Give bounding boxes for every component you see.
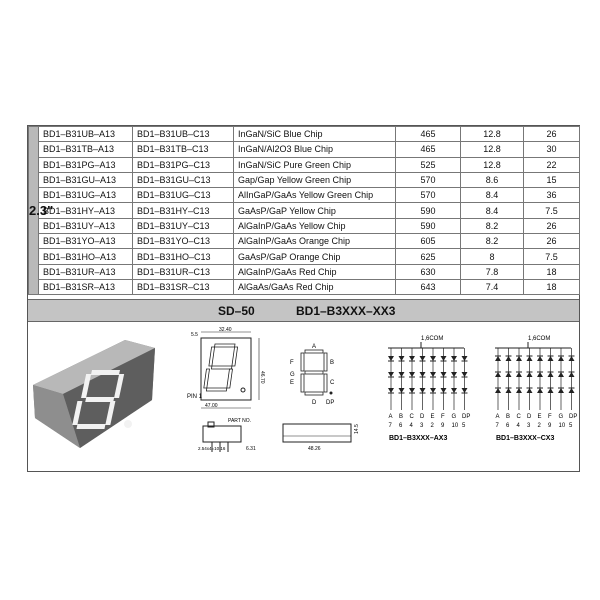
value1-cell: 12.8: [461, 157, 524, 172]
anode-part-cell: BD1–B31TB–A13: [39, 142, 133, 157]
value1-cell: 8.4: [461, 188, 524, 203]
diode-icon: [569, 356, 575, 361]
pin-number: 2: [537, 423, 541, 429]
pin-number: 7: [388, 423, 392, 429]
series-code: BD1–B3XXX–XX3: [296, 304, 396, 318]
diode-icon: [537, 388, 543, 393]
anode-part-cell: BD1–B31UG–A13: [39, 188, 133, 203]
diode-icon: [506, 372, 512, 377]
common-anode-circuit: [383, 332, 473, 442]
dim-left-top: 5.5: [191, 332, 198, 338]
cathode-part-cell: BD1–B31UB–C13: [133, 127, 234, 142]
cathode-part-cell: BD1–B31PG–C13: [133, 157, 234, 172]
pin-number: 6: [506, 423, 510, 429]
anode-part-cell: BD1–B31HO–A13: [39, 249, 133, 264]
seg-f-label: F: [290, 360, 294, 366]
dim-top: 32.40: [219, 327, 232, 333]
wavelength-cell: 630: [396, 264, 461, 279]
diode-icon: [537, 372, 543, 377]
diode-icon: [462, 356, 468, 361]
chip-cell: GaAsP/GaP Yellow Chip: [234, 203, 396, 218]
diode-icon: [495, 388, 501, 393]
wavelength-cell: 625: [396, 249, 461, 264]
wavelength-cell: 465: [396, 127, 461, 142]
chip-cell: AlGaInP/GaAs Red Chip: [234, 264, 396, 279]
diode-icon: [451, 388, 457, 393]
dim-width2: 48.26: [308, 446, 321, 452]
seg-dp-label: DP: [326, 400, 335, 406]
dim-right: 46.70: [259, 371, 265, 384]
value2-cell: 26: [524, 127, 580, 142]
segment-letter: G: [558, 414, 564, 420]
diode-icon: [516, 372, 522, 377]
diode-icon: [399, 372, 405, 377]
wavelength-cell: 465: [396, 142, 461, 157]
anode-part-cell: BD1–B31UY–A13: [39, 218, 133, 233]
segment-letter: A: [388, 414, 393, 420]
segment-letter: A: [495, 414, 500, 420]
anode-part-cell: BD1–B31HY–A13: [39, 203, 133, 218]
diode-icon: [495, 372, 501, 377]
value1-cell: 8.2: [461, 218, 524, 233]
diode-icon: [462, 372, 468, 377]
anode-part-cell: BD1–B31PG–A13: [39, 157, 133, 172]
value2-cell: 18: [524, 264, 580, 279]
table-row: [29, 203, 580, 218]
diode-icon: [506, 388, 512, 393]
diode-icon: [548, 372, 554, 377]
table-row: [29, 188, 580, 203]
anode-model-label: BD1–B3XXX–AX3: [389, 435, 448, 442]
table-row: [29, 218, 580, 233]
chip-cell: AlGaAs/GaAs Red Chip: [234, 279, 396, 294]
diode-icon: [548, 356, 554, 361]
wavelength-cell: 590: [396, 203, 461, 218]
dim-pin-len: 6.31: [246, 446, 256, 452]
cathode-part-cell: BD1–B31HY–C13: [133, 203, 234, 218]
chip-cell: AlInGaP/GaAs Yellow Green Chip: [234, 188, 396, 203]
table-row: [29, 127, 580, 142]
diode-icon: [527, 356, 533, 361]
anode-com-label: 1,6COM: [421, 336, 444, 342]
diode-icon: [462, 388, 468, 393]
side-dimension-drawing: [198, 414, 378, 454]
anode-part-cell: BD1–B31UB–A13: [39, 127, 133, 142]
diode-icon: [451, 356, 457, 361]
diode-icon: [399, 388, 405, 393]
pin-number: 3: [420, 423, 424, 429]
seg-b-label: B: [330, 360, 335, 366]
wavelength-cell: 605: [396, 234, 461, 249]
seg-a-label: A: [312, 344, 317, 350]
value2-cell: 30: [524, 142, 580, 157]
diode-icon: [558, 388, 564, 393]
cathode-com-label: 1,6COM: [528, 336, 551, 342]
wavelength-cell: 643: [396, 279, 461, 294]
diode-icon: [569, 372, 575, 377]
cathode-model-label: BD1–B3XXX–CX3: [496, 435, 555, 442]
chip-cell: GaAsP/GaP Orange Chip: [234, 249, 396, 264]
diode-icon: [430, 356, 436, 361]
diode-icon: [527, 372, 533, 377]
diode-icon: [430, 388, 436, 393]
segment-letter: B: [506, 414, 511, 420]
pin-number: 5: [462, 423, 466, 429]
segment-letter: G: [451, 414, 457, 420]
value2-cell: 22: [524, 157, 580, 172]
diode-icon: [558, 372, 564, 377]
value2-cell: 26: [524, 218, 580, 233]
diode-icon: [537, 356, 543, 361]
cathode-part-cell: BD1–B31HO–C13: [133, 249, 234, 264]
cathode-part-cell: BD1–B31SR–C13: [133, 279, 234, 294]
seg-g-label: G: [290, 372, 295, 378]
wavelength-cell: 590: [396, 218, 461, 233]
chip-cell: Gap/Gap Yellow Green Chip: [234, 172, 396, 187]
diode-icon: [388, 388, 394, 393]
cathode-part-cell: BD1–B31GU–C13: [133, 172, 234, 187]
datasheet-panel: [27, 125, 580, 472]
seg-d-label: D: [312, 400, 317, 406]
pin-number: 10: [451, 423, 459, 429]
segment-letter: C: [409, 414, 414, 420]
seg-e-label: E: [290, 380, 295, 386]
pin-number: 2: [430, 423, 434, 429]
diode-icon: [527, 388, 533, 393]
cathode-part-cell: BD1–B31TB–C13: [133, 142, 234, 157]
segment-letter: DP: [462, 414, 471, 420]
diode-icon: [388, 372, 394, 377]
front-dimension-drawing: [183, 326, 283, 412]
value2-cell: 7.5: [524, 249, 580, 264]
table-row: [29, 172, 580, 187]
cathode-part-cell: BD1–B31UG–C13: [133, 188, 234, 203]
wavelength-cell: 570: [396, 172, 461, 187]
cathode-part-cell: BD1–B31UY–C13: [133, 218, 234, 233]
value1-cell: 12.8: [461, 142, 524, 157]
diode-icon: [495, 356, 501, 361]
table-row: [29, 142, 580, 157]
chip-cell: InGaN/Al2O3 Blue Chip: [234, 142, 396, 157]
diode-icon: [388, 356, 394, 361]
pin-number: 7: [495, 423, 499, 429]
product-photo: [30, 330, 170, 450]
diode-icon: [569, 388, 575, 393]
diode-icon: [420, 388, 426, 393]
seg-c-label: C: [330, 380, 335, 386]
dim-height: 14.5: [354, 424, 360, 434]
segment-letter: B: [399, 414, 404, 420]
diode-icon: [516, 356, 522, 361]
diode-icon: [548, 388, 554, 393]
segment-letter: C: [516, 414, 521, 420]
value1-cell: 8.2: [461, 234, 524, 249]
diode-icon: [409, 388, 415, 393]
anode-part-cell: BD1–B31YO–A13: [39, 234, 133, 249]
dim-width: 47.00: [205, 403, 218, 409]
anode-part-cell: BD1–B31SR–A13: [39, 279, 133, 294]
pin-number: 3: [527, 423, 531, 429]
diode-icon: [430, 372, 436, 377]
value1-cell: 7.4: [461, 279, 524, 294]
segment-letter: DP: [569, 414, 578, 420]
anode-part-cell: BD1–B31GU–A13: [39, 172, 133, 187]
value1-cell: 7.8: [461, 264, 524, 279]
pin-label: PIN 1: [187, 394, 203, 400]
table-row: [29, 157, 580, 172]
value2-cell: 15: [524, 172, 580, 187]
diode-icon: [506, 356, 512, 361]
table-row: [29, 279, 580, 294]
diode-icon: [420, 372, 426, 377]
pin-number: 4: [516, 423, 520, 429]
value1-cell: 8.4: [461, 203, 524, 218]
segment-letter: E: [430, 414, 435, 420]
diode-icon: [441, 356, 447, 361]
diode-icon: [409, 372, 415, 377]
pin-number: 6: [399, 423, 403, 429]
cathode-part-cell: BD1–B31YO–C13: [133, 234, 234, 249]
value2-cell: 7.5: [524, 203, 580, 218]
segment-letter: D: [527, 414, 532, 420]
segment-letter: D: [420, 414, 425, 420]
diode-icon: [441, 372, 447, 377]
diode-icon: [420, 356, 426, 361]
wavelength-cell: 525: [396, 157, 461, 172]
part-no-label: PART NO.: [228, 418, 252, 424]
table-row: [29, 234, 580, 249]
table-row: [29, 264, 580, 279]
cathode-part-cell: BD1–B31UR–C13: [133, 264, 234, 279]
pin-number: 4: [409, 423, 413, 429]
segment-letter: E: [537, 414, 542, 420]
diode-icon: [558, 356, 564, 361]
dim-pitch: 2.54x4=10.16: [198, 446, 226, 451]
segment-letter: F: [441, 414, 445, 420]
value1-cell: 8.6: [461, 172, 524, 187]
diode-icon: [399, 356, 405, 361]
segment-letter: F: [548, 414, 552, 420]
pin-number: 10: [558, 423, 566, 429]
value2-cell: 36: [524, 188, 580, 203]
pin-number: 5: [569, 423, 573, 429]
pin-number: 9: [441, 423, 445, 429]
value2-cell: 26: [524, 234, 580, 249]
package-code: SD–50: [218, 304, 255, 318]
model-band: [28, 299, 579, 322]
chip-cell: InGaN/SiC Blue Chip: [234, 127, 396, 142]
chip-cell: AlGaInP/GaAs Orange Chip: [234, 234, 396, 249]
anode-part-cell: BD1–B31UR–A13: [39, 264, 133, 279]
diode-icon: [441, 388, 447, 393]
table-row: [29, 249, 580, 264]
diode-icon: [409, 356, 415, 361]
drawings-area: [28, 322, 579, 471]
pin-number: 9: [548, 423, 552, 429]
value2-cell: 18: [524, 279, 580, 294]
segment-map: [286, 342, 346, 406]
spec-table: [28, 126, 580, 295]
common-cathode-circuit: [490, 332, 580, 442]
value1-cell: 8: [461, 249, 524, 264]
size-cell: 2.3": [29, 127, 39, 295]
diode-icon: [451, 372, 457, 377]
diode-icon: [516, 388, 522, 393]
chip-cell: InGaN/SiC Pure Green Chip: [234, 157, 396, 172]
chip-cell: AlGaInP/GaAs Yellow Chip: [234, 218, 396, 233]
wavelength-cell: 570: [396, 188, 461, 203]
value1-cell: 12.8: [461, 127, 524, 142]
